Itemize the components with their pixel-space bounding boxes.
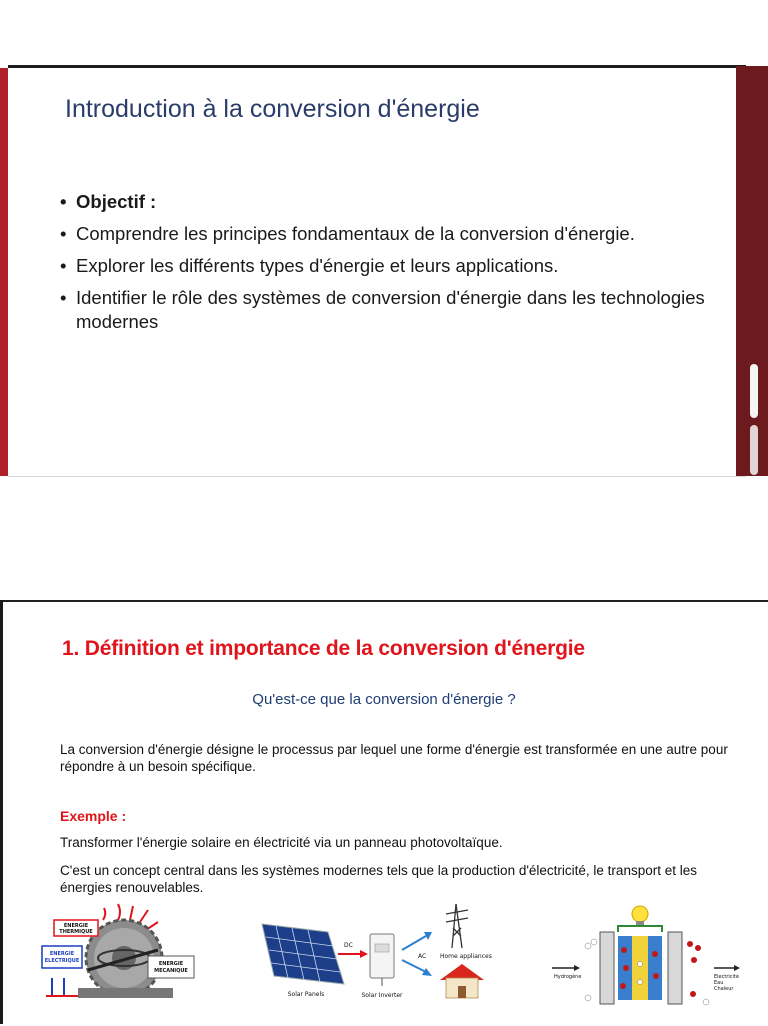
label-meca-a: ENERGIE: [158, 961, 184, 967]
importance-text: C'est un concept central dans les systèmes modernes tels que la production d'électricité, le transport et les énergies renouvelables.: [60, 863, 697, 895]
solar-panels-label: Solar Panels: [287, 991, 325, 998]
solar-inverter-label: Solar Inverter: [361, 992, 403, 999]
definition-text: La conversion d'énergie désigne le processus par lequel une forme d'énergie est transformée en une autre pour répondre à un besoin spécifique.: [60, 742, 728, 774]
objective-item: • Comprendre les principes fondamentaux de la conversion d'énergie.: [58, 222, 718, 246]
slide-frame-left: [0, 68, 8, 476]
objective-heading: • Objectif :: [58, 190, 718, 214]
objectives-list: [58, 190, 718, 342]
water-label: Eau: [714, 980, 724, 986]
label-elec-a: ENERGIE: [49, 951, 75, 957]
label-meca-b: MECANIQUE: [154, 968, 188, 974]
slide-1-title: Introduction à la conversion d'énergie: [65, 95, 480, 123]
scrollbar-thumb[interactable]: [750, 364, 758, 418]
label-thermal-a: ENERGIE: [63, 923, 89, 929]
house-icon: [440, 964, 484, 998]
slide-2-heading: 1. Définition et importance de la conversion d'énergie: [62, 637, 585, 660]
scrollbar-thumb-secondary[interactable]: [750, 425, 758, 475]
label-thermal-b: THERMIQUE: [59, 929, 93, 935]
solar-system-diagram: [256, 902, 506, 1002]
hydrogen-label: Hydrogène: [554, 974, 582, 980]
fuel-cell-diagram: [548, 902, 748, 1012]
inverter-icon: [370, 934, 394, 986]
example-text: Transformer l'énergie solaire en électricité via un panneau photovoltaïque.: [60, 835, 503, 850]
slide-2-frame-left: [0, 600, 3, 1024]
home-appliances-label: Home appliances: [440, 953, 492, 960]
example-label: Exemple :: [60, 808, 127, 824]
solar-panel-icon: [262, 924, 344, 984]
generator-diagram: [38, 900, 208, 1002]
light-bulb-icon: [632, 906, 648, 926]
dc-label: DC: [344, 942, 353, 949]
objective-item: • Identifier le rôle des systèmes de conversion d'énergie dans les technologies modernes: [58, 286, 718, 334]
electricity-label: Electricité: [714, 974, 739, 980]
heat-label: Chaleur: [714, 986, 734, 992]
label-elec-b: ELECTRIQUE: [44, 958, 80, 964]
objective-item: • Explorer les différents types d'énergie et leurs applications.: [58, 254, 718, 278]
slide-2-subheading: Qu'est-ce que la conversion d'énergie ?: [252, 691, 516, 708]
ac-label: AC: [418, 953, 427, 960]
power-pylon-icon: [446, 904, 468, 948]
